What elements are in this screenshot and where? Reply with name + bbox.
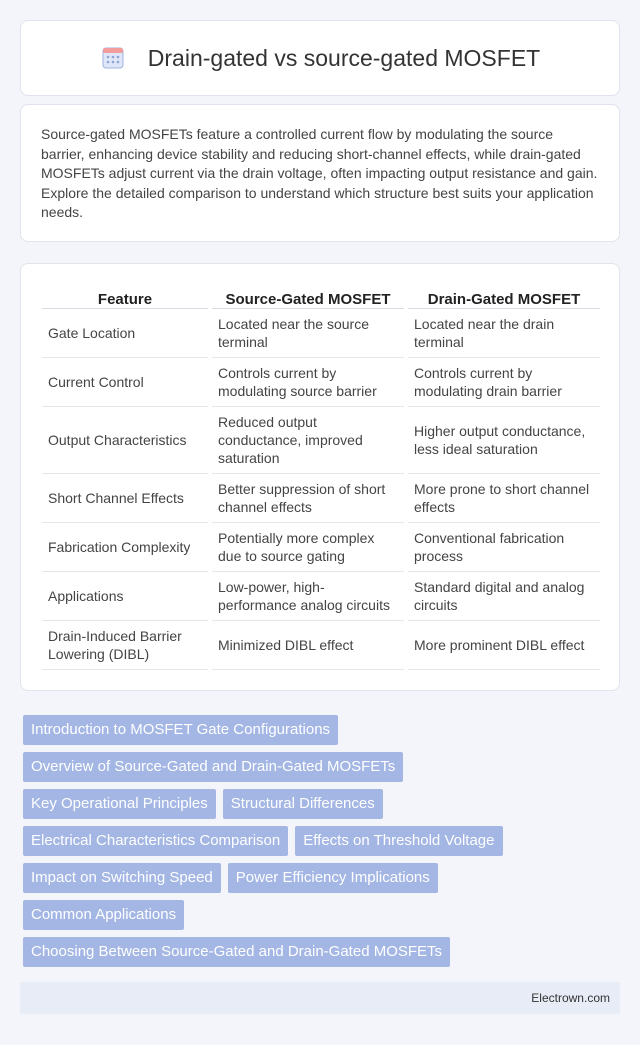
comparison-table-card	[20, 263, 620, 691]
header-drain-gated: Drain-Gated MOSFET	[406, 286, 600, 308]
tag-row	[23, 863, 623, 893]
document-icon	[100, 45, 126, 71]
table-cell: Standard digital and analog circuits	[406, 571, 600, 620]
table-cell: More prone to short channel effects	[406, 473, 600, 522]
table-header-row	[42, 286, 600, 308]
tag-row	[23, 715, 623, 745]
tag-link[interactable]: Structural Differences	[223, 789, 383, 819]
title-card	[20, 20, 620, 96]
table-cell: Located near the source terminal	[210, 308, 406, 357]
table-cell: Located near the drain terminal	[406, 308, 600, 357]
table-cell: More prominent DIBL effect	[406, 620, 600, 669]
table-cell: Applications	[42, 571, 210, 620]
table-cell: Reduced output conductance, improved saturation	[210, 406, 406, 473]
table-cell: Drain-Induced Barrier Lowering (DIBL)	[42, 620, 210, 669]
table-cell: Current Control	[42, 357, 210, 406]
tag-link[interactable]: Power Efficiency Implications	[228, 863, 438, 893]
tag-link[interactable]: Choosing Between Source-Gated and Drain-Gated MOSFETs	[23, 937, 450, 967]
tag-row	[23, 937, 623, 967]
tag-link[interactable]: Overview of Source-Gated and Drain-Gated MOSFETs	[23, 752, 403, 782]
table-cell: Output Characteristics	[42, 406, 210, 473]
tag-row	[23, 752, 623, 782]
table-cell: Short Channel Effects	[42, 473, 210, 522]
tag-link[interactable]: Common Applications	[23, 900, 184, 930]
table-cell: Fabrication Complexity	[42, 522, 210, 571]
table-cell: Low-power, high-performance analog circuits	[210, 571, 406, 620]
table-cell: Potentially more complex due to source gating	[210, 522, 406, 571]
topic-tags	[23, 715, 623, 974]
header-source-gated: Source-Gated MOSFET	[210, 286, 406, 308]
tag-link[interactable]: Electrical Characteristics Comparison	[23, 826, 288, 856]
tag-link[interactable]: Impact on Switching Speed	[23, 863, 221, 893]
intro-card	[20, 104, 620, 242]
table-row	[42, 308, 600, 357]
table-row	[42, 357, 600, 406]
page-title: Drain-gated vs source-gated MOSFET	[147, 44, 541, 71]
table-row	[42, 406, 600, 473]
table-row	[42, 473, 600, 522]
table-row	[42, 620, 600, 669]
comparison-table	[42, 286, 600, 670]
tag-row	[23, 826, 623, 856]
table-cell: Controls current by modulating drain barrier	[406, 357, 600, 406]
tag-row	[23, 789, 623, 819]
footer-site-name: Electrown.com	[531, 991, 610, 1005]
table-row	[42, 522, 600, 571]
table-row	[42, 571, 600, 620]
table-cell: Minimized DIBL effect	[210, 620, 406, 669]
tag-row	[23, 900, 623, 930]
table-cell: Conventional fabrication process	[406, 522, 600, 571]
footer	[20, 982, 620, 1014]
table-cell: Higher output conductance, less ideal saturation	[406, 406, 600, 473]
table-cell: Controls current by modulating source barrier	[210, 357, 406, 406]
tag-link[interactable]: Introduction to MOSFET Gate Configurations	[23, 715, 338, 745]
tag-link[interactable]: Key Operational Principles	[23, 789, 216, 819]
intro-text: Source-gated MOSFETs feature a controlled current flow by modulating the source barrier, enhancing device stability and reducing short-channel effects, while drain-gated MOSFETs adjust current via the drain voltage, often impacting output resistance and gain. Explore the detailed comparison to understand which structure best suits your application needs.	[41, 126, 598, 220]
table-cell: Better suppression of short channel effects	[210, 473, 406, 522]
tag-link[interactable]: Effects on Threshold Voltage	[295, 826, 502, 856]
header-feature: Feature	[42, 286, 210, 308]
table-cell: Gate Location	[42, 308, 210, 357]
